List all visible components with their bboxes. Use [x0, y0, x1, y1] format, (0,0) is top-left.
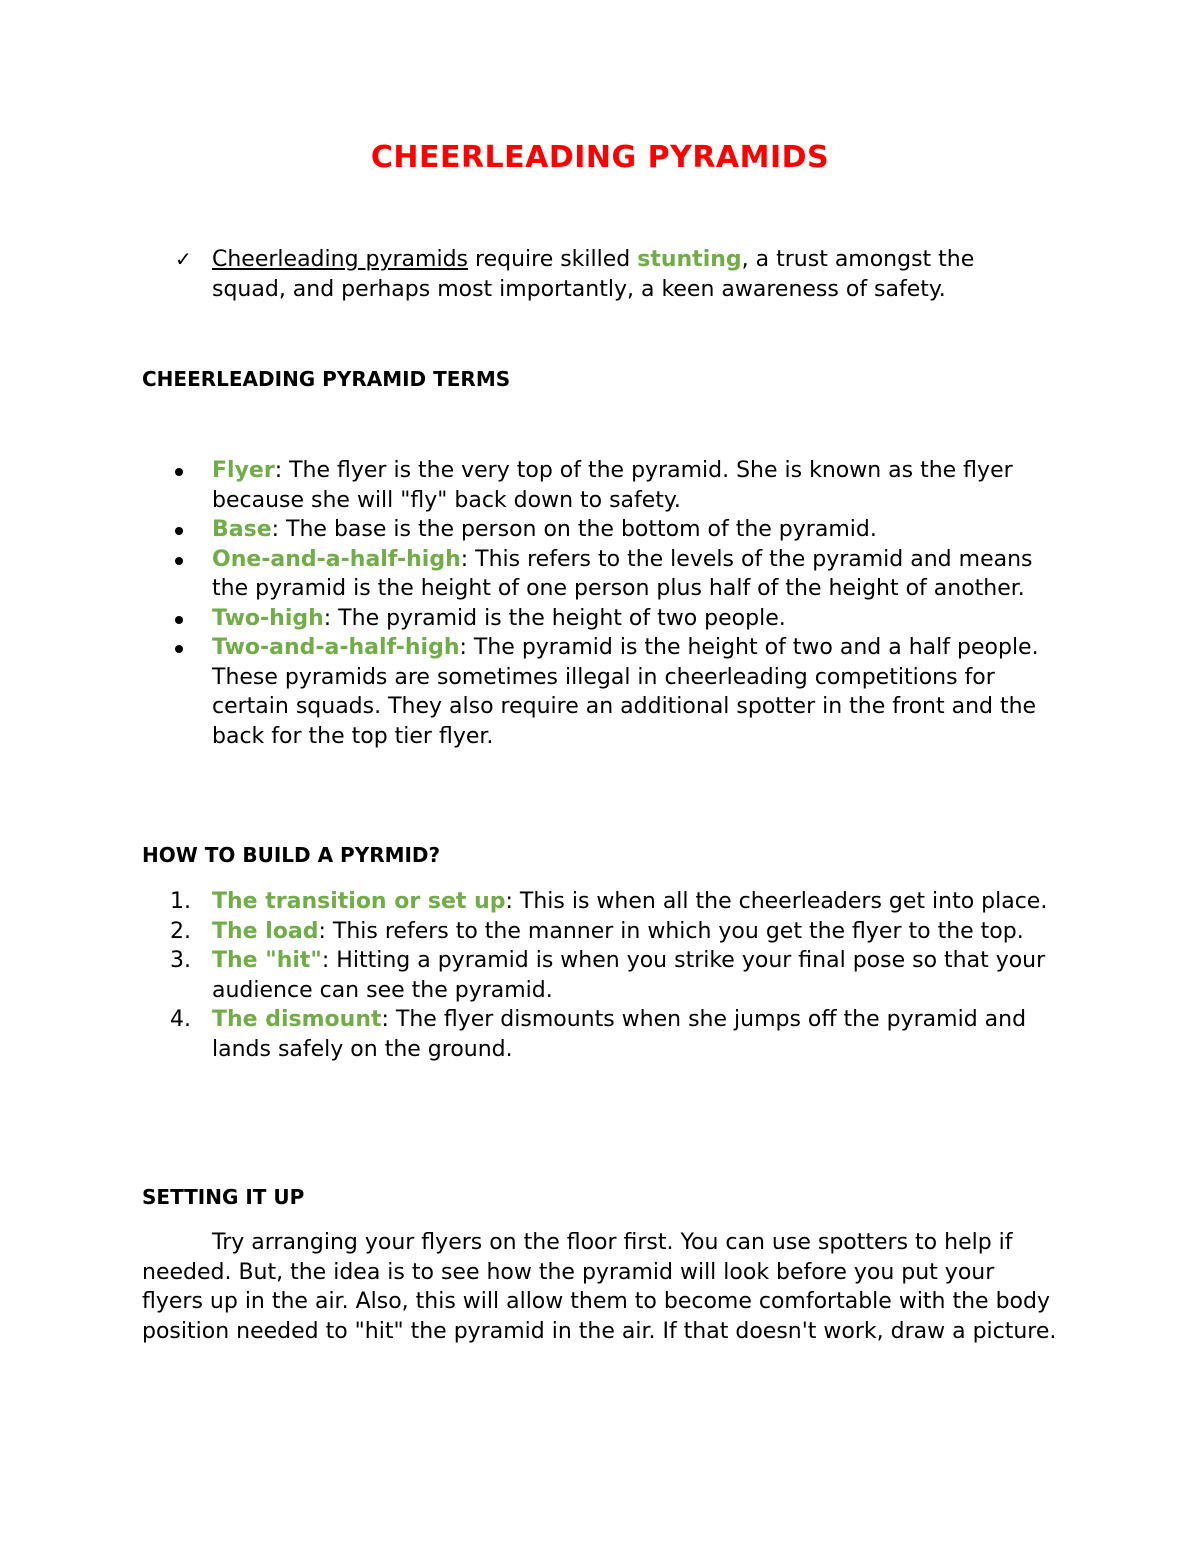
step-label: The load — [212, 918, 319, 944]
step-label: The "hit" — [212, 948, 322, 973]
list-item — [142, 633, 1062, 751]
intro-text — [212, 245, 1055, 304]
step-text: : The flyer dismounts when she jumps off the pyramid and lands safely on the ground. — [212, 1007, 1027, 1062]
bullet-icon — [175, 557, 183, 565]
setup-heading: SETTING IT UP — [142, 1185, 305, 1209]
intro-checklist-item — [175, 245, 1055, 304]
term-label: Flyer — [212, 458, 275, 483]
list-item — [142, 887, 1062, 917]
list-item — [142, 946, 1062, 1005]
step-label: The dismount — [212, 1007, 382, 1032]
term-label: Base — [212, 517, 272, 542]
step-number: 1. — [170, 889, 191, 914]
term-label: Two-high — [212, 605, 324, 631]
bullet-icon — [175, 468, 183, 476]
term-text: : The pyramid is the height of two and a half people. These pyramids are sometimes illegal in cheerleading competitions for certain squads. They also require an additional spotter in the front and the back for the top tier flyer. — [212, 635, 1039, 749]
list-item — [142, 1005, 1062, 1064]
setup-paragraph: Try arranging your flyers on the floor first. You can use spotters to help if needed. But, the idea is to see how the pyramid will look before you put your flyers up in the air. Also, this will allow them to become comfortable with the body position needed to "hit" the pyramid in the air. If that doesn't work, draw a picture. — [142, 1230, 1057, 1344]
term-text: : The base is the person on the bottom of the pyramid. — [271, 517, 877, 542]
step-number: 4. — [170, 1007, 191, 1032]
step-label: The transition or set up — [212, 889, 506, 914]
step-text: : This is when all the cheerleaders get into place. — [505, 889, 1048, 914]
step-number: 2. — [170, 918, 191, 944]
intro-link[interactable]: Cheerleading pyramids — [212, 247, 469, 272]
step-text: : This refers to the manner in which you get the flyer to the top. — [318, 918, 1024, 944]
list-item — [142, 604, 1062, 634]
term-label: One-and-a-half-high — [212, 546, 461, 572]
term-label: Two-and-a-half-high — [212, 635, 460, 660]
list-item — [142, 917, 1062, 947]
bullet-icon — [175, 527, 183, 535]
intro-highlight: stunting — [637, 247, 742, 272]
bullet-icon — [175, 645, 183, 653]
intro-text-part: , a trust amongst the squad, and perhaps most importantly, a keen awareness of safety. — [212, 247, 975, 302]
list-item — [142, 456, 1062, 515]
bullet-icon — [175, 616, 183, 624]
term-text: : The flyer is the very top of the pyramid. She is known as the flyer because she will "fly" back down to safety. — [212, 458, 1013, 513]
term-text: : This refers to the levels of the pyramid and means the pyramid is the height of one person plus half of the height of another. — [212, 546, 1033, 601]
list-item — [142, 545, 1062, 604]
step-text: : Hitting a pyramid is when you strike your final pose so that your audience can see the pyramid. — [212, 948, 1046, 1003]
build-steps-list — [142, 887, 1062, 1064]
terms-list — [142, 456, 1062, 751]
list-item — [142, 515, 1062, 545]
terms-heading: CHEERLEADING PYRAMID TERMS — [142, 367, 511, 391]
intro-text-part: require skilled — [468, 247, 638, 272]
term-text: : The pyramid is the height of two people. — [323, 605, 786, 631]
document-title: CHEERLEADING PYRAMIDS — [370, 140, 830, 175]
checkmark-icon: ✓ — [175, 247, 192, 271]
build-heading: HOW TO BUILD A PYRMID? — [142, 843, 441, 867]
step-number: 3. — [170, 948, 191, 973]
